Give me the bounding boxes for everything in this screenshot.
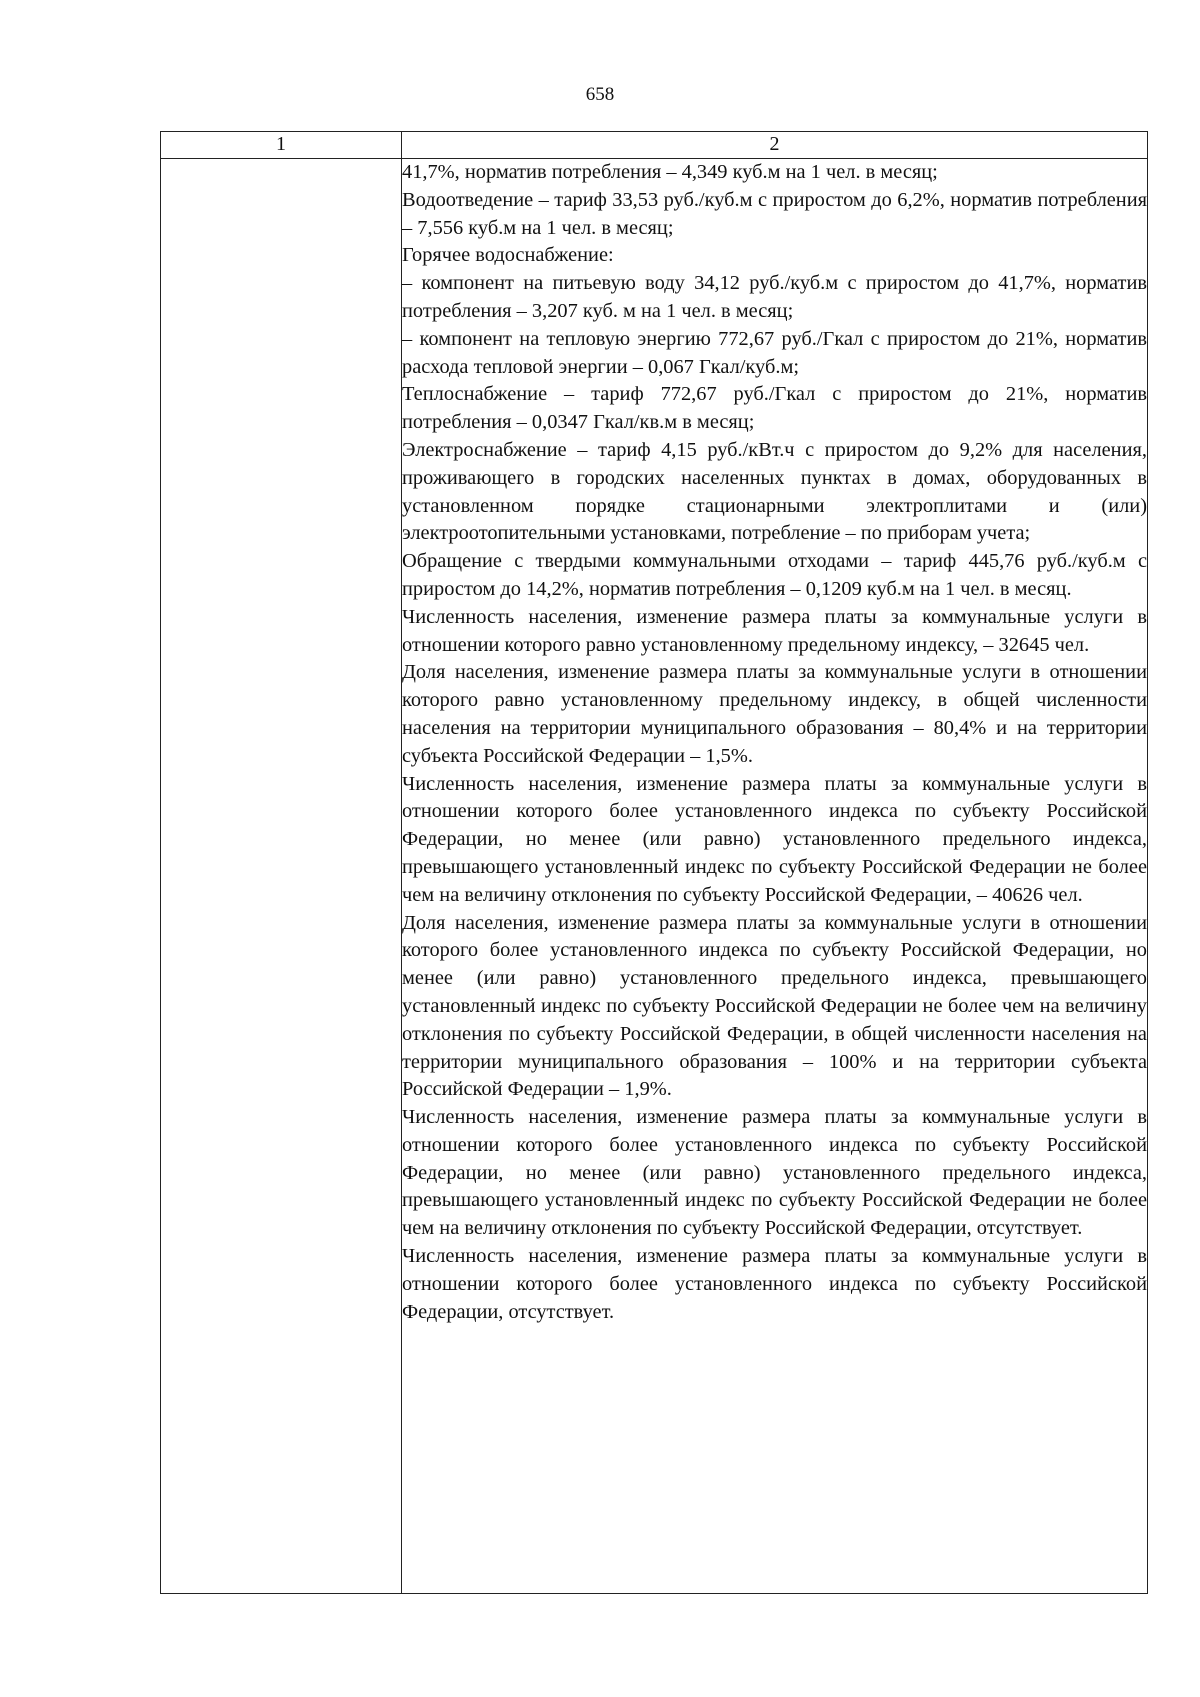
column-1-cell bbox=[161, 159, 402, 1594]
column-2-cell bbox=[402, 159, 1148, 1594]
paragraph-hot-water-heat-component: – компонент на тепловую энергию 772,67 руб./Гкал с приростом до 21%, норматив расхода тепловой энергии – 0,067 Гкал/куб.м; bbox=[402, 327, 1147, 378]
paragraph-share-equal-index: Доля населения, изменение размера платы за коммунальные услуги в отношении которого равно установленному предельному индексу, в общей численности населения на территории муниципального образования – 80,4% и на территории субъекта Российской Федерации – 1,5%. bbox=[402, 661, 1147, 767]
paragraph-population-above-index: Численность населения, изменение размера платы за коммунальные услуги в отношении которого более установленного индекса по субъекту Российской Федерации, но менее (или равно) установленного предельного индекса, превышающего установленный индекс по субъекту Российской Федерации не более чем на величину отклонения по субъекту Российской Федерации, – 40626 чел. bbox=[402, 772, 1147, 906]
paragraph-heat-supply: Теплоснабжение – тариф 772,67 руб./Гкал с приростом до 21%, норматив потребления – 0,0347 Гкал/кв.м в месяц; bbox=[402, 383, 1147, 434]
paragraph-population-above-index-absent: Численность населения, изменение размера платы за коммунальные услуги в отношении которого более установленного индекса по субъекту Российской Федерации, но менее (или равно) установленного предельного индекса, превышающего установленный индекс по субъекту Российской Федерации не более чем на величину отклонения по субъекту Российской Федерации, отсутствует. bbox=[402, 1106, 1147, 1240]
paragraph-population-above-subject-index-absent: Численность населения, изменение размера платы за коммунальные услуги в отношении которого более установленного индекса по субъекту Российской Федерации, отсутствует. bbox=[402, 1245, 1147, 1323]
paragraph-wastewater: Водоотведение – тариф 33,53 руб./куб.м с приростом до 6,2%, норматив потребления – 7,556 куб.м на 1 чел. в месяц; bbox=[402, 188, 1147, 239]
paragraph-water-consumption-norm: 41,7%, норматив потребления – 4,349 куб.м на 1 чел. в месяц; bbox=[402, 161, 938, 183]
paragraph-solid-waste: Обращение с твердыми коммунальными отходами – тариф 445,76 руб./куб.м с приростом до 14,2%, норматив потребления – 0,1209 куб.м на 1 чел. в месяц. bbox=[402, 550, 1147, 600]
paragraph-hot-water-heading: Горячее водоснабжение: bbox=[402, 244, 614, 267]
table-row bbox=[161, 159, 1148, 1594]
paragraph-population-equal-index: Численность населения, изменение размера платы за коммунальные услуги в отношении которого равно установленному предельному индексу, – 32645 чел. bbox=[402, 605, 1147, 656]
paragraph-share-above-index: Доля населения, изменение размера платы за коммунальные услуги в отношении которого более установленного индекса по субъекту Российской Федерации, но менее (или равно) установленного предельного индекса, превышающего установленный индекс по субъекту Российской Федерации не более чем на величину отклонения по субъекту Российской Федерации, в общей численности населения на территории муниципального образования – 100% и на территории субъекта Российской Федерации – 1,9%. bbox=[402, 911, 1147, 1101]
column-header-2: 2 bbox=[402, 132, 1148, 159]
document-table bbox=[160, 131, 1148, 1594]
paragraph-hot-water-drinking-component: – компонент на питьевую воду 34,12 руб./куб.м с приростом до 41,7%, норматив потребления – 3,207 куб. м на 1 чел. в месяц; bbox=[402, 272, 1147, 322]
paragraph-electricity: Электроснабжение – тариф 4,15 руб./кВт.ч с приростом до 9,2% для населения, проживающего в городских населенных пунктах в домах, оборудованных в установленном порядке стационарными электроплитами и (или) электроотопительными установками, потребление – по приборам учета; bbox=[402, 438, 1147, 545]
table-header-row bbox=[161, 132, 1148, 159]
column-header-1: 1 bbox=[161, 132, 402, 159]
page-number: 658 bbox=[585, 84, 615, 105]
